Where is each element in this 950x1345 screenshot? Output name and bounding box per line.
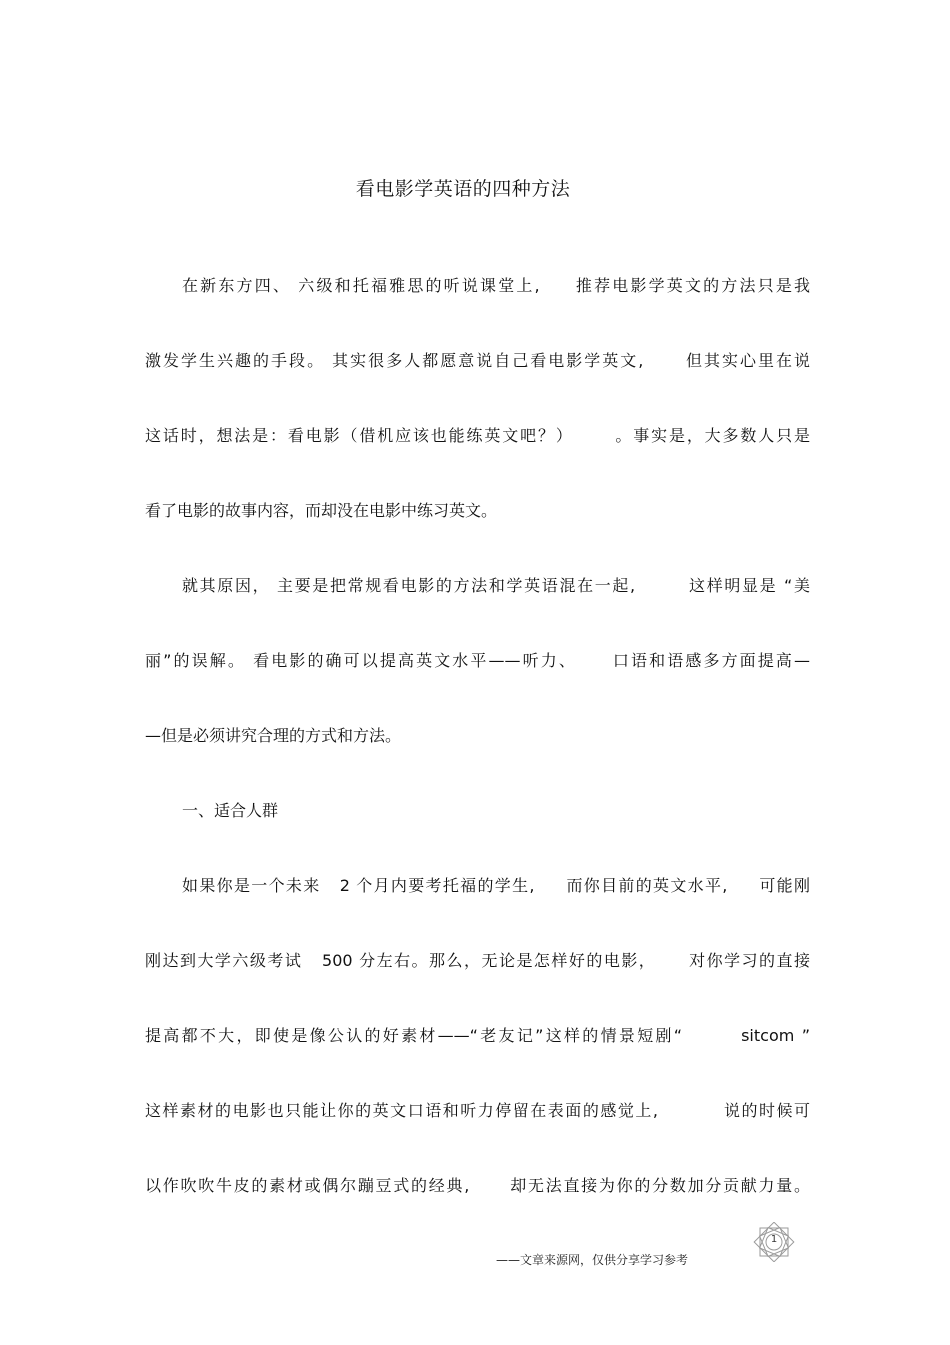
paragraph-line: 在新东方四、 六级和托福雅思的听说课堂上, 推荐电影学英文的方法只是我 bbox=[182, 276, 810, 295]
paragraph-line: 就其原因， 主要是把常规看电影的方法和学英语混在一起, 这样明显是 “美 bbox=[182, 576, 810, 595]
paragraph-line: 看了电影的故事内容，而却没在电影中练习英文。 bbox=[145, 501, 498, 520]
paragraph-line: 提高都不大，即使是像公认的好素材——“老友记”这样的情景短剧“ sitcom ” bbox=[145, 1026, 810, 1045]
document-title: 看电影学英语的四种方法 bbox=[355, 178, 571, 200]
paragraph-line: 丽”的误解。 看电影的确可以提高英文水平——听力、 口语和语感多方面提高— bbox=[145, 651, 810, 670]
paragraph-line: 激发学生兴趣的手段。 其实很多人都愿意说自己看电影学英文, 但其实心里在说 bbox=[145, 351, 810, 370]
footer-source-note: ——文章来源网，仅供分享学习参考 bbox=[496, 1253, 689, 1267]
paragraph-line: 以作吹吹牛皮的素材或偶尔蹦豆式的经典, 却无法直接为你的分数加分贡献力量。 bbox=[145, 1176, 810, 1195]
section-heading: 一、适合人群 bbox=[182, 801, 279, 820]
paragraph-line: 这样素材的电影也只能让你的英文口语和听力停留在表面的感觉上, 说的时候可 bbox=[145, 1101, 810, 1120]
paragraph-line: 刚达到大学六级考试 500 分左右。那么，无论是怎样好的电影， 对你学习的直接 bbox=[145, 951, 810, 970]
page-number: 1 bbox=[770, 1234, 778, 1245]
paragraph-line: 这话时，想法是：看电影（借机应该也能练英文吧？） 。事实是，大多数人只是 bbox=[145, 426, 810, 445]
paragraph-line: —但是必须讲究合理的方式和方法。 bbox=[145, 726, 402, 745]
paragraph-line: 如果你是一个未来 2 个月内要考托福的学生, 而你目前的英文水平, 可能刚 bbox=[182, 876, 810, 895]
